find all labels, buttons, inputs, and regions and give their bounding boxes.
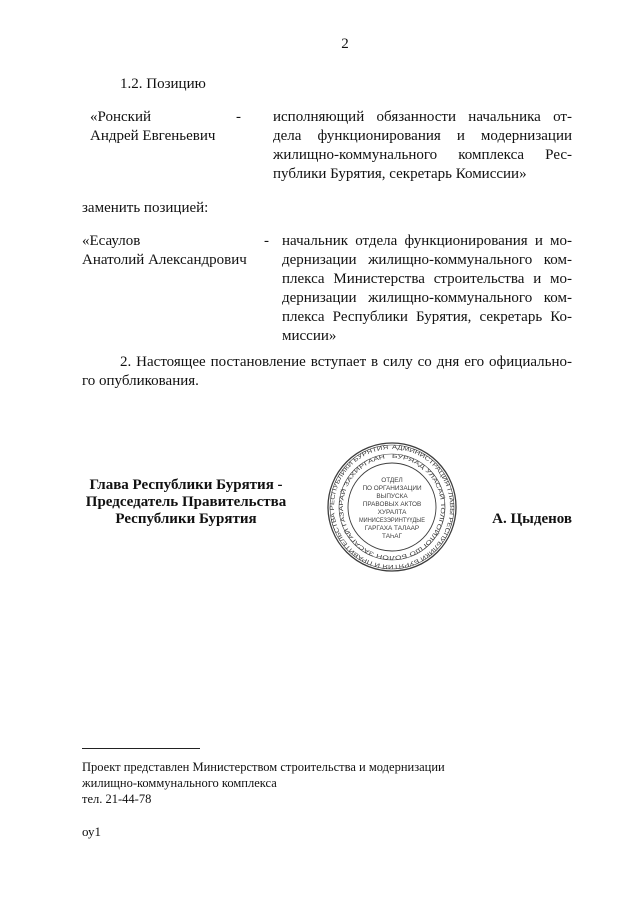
paragraph-line: го опубликования. — [82, 373, 199, 389]
old-position-name-line: «Ронский — [90, 109, 151, 125]
old-position-dash: - — [236, 109, 241, 125]
new-position-title-line: миссии» — [282, 328, 337, 344]
old-position-title-line: публики Бурятия, секретарь Комиссии» — [273, 166, 527, 182]
new-position-title-line: начальник отдела функционирования и мо- — [282, 233, 572, 249]
item-heading: 1.2. Позицию — [120, 76, 206, 92]
stamp-center-line: ГАРГАХА ТАЛААР — [364, 525, 420, 532]
old-position-name-line: Андрей Евгеньевич — [90, 128, 216, 144]
new-position-title-line: плекса Министерства строительства и мо- — [282, 271, 572, 287]
page-number: 2 — [341, 36, 349, 52]
footer-line: тел. 21-44-78 — [82, 792, 152, 806]
footer-line: Проект представлен Министерством строительства и модернизации — [82, 760, 445, 774]
stamp-center-line: МИНИСЕЗЭРИНТҮҮДЫЕ — [359, 518, 425, 524]
stamp-center-line: ВЫПУСКА — [376, 493, 408, 500]
old-position-title-line: жилищно-коммунального комплекса Рес- — [273, 147, 572, 163]
official-stamp — [326, 441, 458, 573]
signatory-name: А. Цыденов — [492, 511, 572, 527]
signatory-title-line: Республики Бурятия — [115, 511, 257, 527]
footnote-separator — [82, 748, 200, 749]
replace-label: заменить позицией: — [82, 200, 209, 216]
new-position-title-line: дернизации жилищно-коммунального ком- — [282, 290, 572, 306]
new-position-title-line: дернизации жилищно-коммунального ком- — [282, 252, 572, 268]
footer-line: жилищно-коммунального комплекса — [82, 776, 277, 790]
stamp-center-line: ХУРАЛТА — [377, 509, 407, 516]
new-position-name-line: «Есаулов — [82, 233, 141, 249]
footer-code: оу1 — [82, 824, 102, 839]
new-position-dash: - — [264, 233, 269, 249]
stamp-center-line: ТАҺАГ — [382, 533, 402, 540]
stamp-center-line: ПО ОРГАНИЗАЦИИ — [362, 485, 422, 492]
old-position-title-line: исполняющий обязанности начальника от- — [273, 109, 572, 125]
stamp-center-line: ОТДЕЛ — [381, 477, 403, 484]
stamp-outer-ring-text: АДМИНИСТРАЦИЯ ГЛАВЫ РЕСПУБЛИКИ БУРЯТИЯ И ПРАВИТЕЛЬСТВА РЕСПУБЛИКИ БУРЯТИЯ — [329, 444, 455, 570]
paragraph-line: 2. Настоящее постановление вступает в силу со дня его официально- — [120, 354, 572, 370]
stamp-center-line: ПРАВОВЫХ АКТОВ — [362, 501, 422, 508]
new-position-name-line: Анатолий Александрович — [82, 252, 247, 268]
signatory-title-line: Глава Республики Бурятия - — [89, 477, 283, 493]
stamp-inner-ring-text: БУРЯАД УЛАСАЙ ТОЛГОЙЛОГШО БОЛОН ЗАСАГАЙ ГАЗАРАЙ ЗАХИРГААН — [338, 453, 446, 561]
new-position-title-line: плекса Республики Бурятия, секретарь Ко- — [282, 309, 572, 325]
old-position-title-line: дела функционирования и модернизации — [273, 128, 572, 144]
signatory-title-line: Председатель Правительства — [85, 494, 287, 510]
